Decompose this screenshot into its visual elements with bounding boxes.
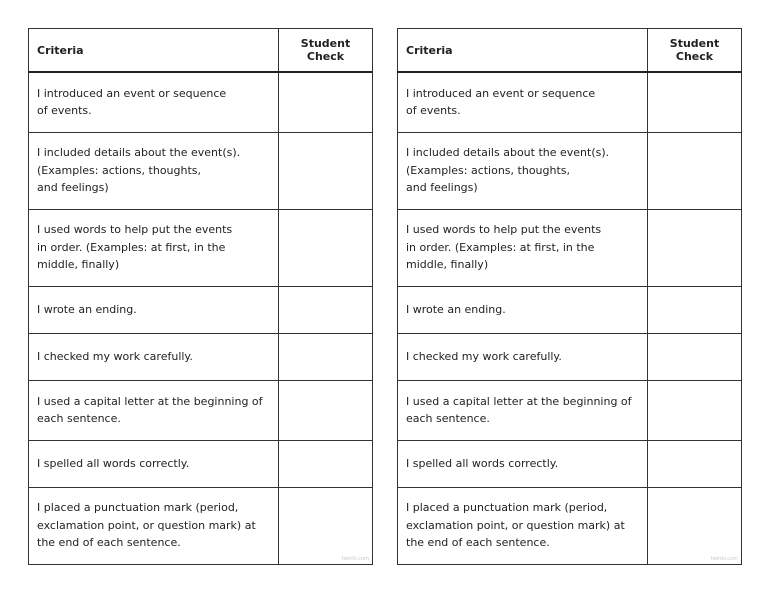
- criteria-header: Criteria: [398, 29, 648, 73]
- criterion-text: I introduced an event or sequence of events.: [398, 72, 648, 132]
- criterion-text: I checked my work carefully.: [29, 333, 279, 380]
- student-check-cell[interactable]: [648, 333, 742, 380]
- table-row: [398, 487, 742, 564]
- student-check-cell[interactable]: [648, 440, 742, 487]
- criterion-text: I checked my work carefully.: [398, 333, 648, 380]
- student-check-cell[interactable]: [279, 440, 373, 487]
- table-header-row: [398, 29, 742, 73]
- criterion-text: I spelled all words correctly.: [29, 440, 279, 487]
- table-row: [29, 286, 373, 333]
- criterion-text: I placed a punctuation mark (period, exclamation point, or question mark) at the end of each sentence.: [29, 487, 279, 564]
- watermark: twinkl.com: [341, 555, 369, 562]
- student-check-cell[interactable]: [279, 209, 373, 286]
- criterion-text: I included details about the event(s). (Examples: actions, thoughts, and feelings): [29, 132, 279, 209]
- criterion-text: I spelled all words correctly.: [398, 440, 648, 487]
- table-row: [29, 487, 373, 564]
- student-check-cell[interactable]: [279, 72, 373, 132]
- table-row: [29, 72, 373, 132]
- table-header-row: [29, 29, 373, 73]
- table-row: [398, 440, 742, 487]
- student-check-header: Student Check: [648, 29, 742, 73]
- criterion-text: I placed a punctuation mark (period, exclamation point, or question mark) at the end of each sentence.: [398, 487, 648, 564]
- student-check-header: Student Check: [279, 29, 373, 73]
- criterion-text: I wrote an ending.: [398, 286, 648, 333]
- table-row: [398, 72, 742, 132]
- watermark: twinkl.com: [710, 555, 738, 562]
- student-check-cell[interactable]: [279, 380, 373, 440]
- student-check-cell[interactable]: [279, 286, 373, 333]
- student-check-cell[interactable]: [648, 132, 742, 209]
- criterion-text: I used a capital letter at the beginning of each sentence.: [398, 380, 648, 440]
- table-row: [29, 132, 373, 209]
- criterion-text: I used a capital letter at the beginning of each sentence.: [29, 380, 279, 440]
- table-row: [398, 209, 742, 286]
- student-check-cell[interactable]: [279, 132, 373, 209]
- student-check-cell[interactable]: [648, 286, 742, 333]
- table-row: [29, 380, 373, 440]
- table-row: [398, 380, 742, 440]
- criterion-text: I introduced an event or sequence of events.: [29, 72, 279, 132]
- criterion-text: I used words to help put the events in order. (Examples: at first, in the middle, finally): [398, 209, 648, 286]
- table-row: [29, 333, 373, 380]
- criterion-text: I wrote an ending.: [29, 286, 279, 333]
- checklist-table-right: [397, 28, 742, 565]
- student-check-cell[interactable]: [279, 333, 373, 380]
- student-check-cell[interactable]: [648, 72, 742, 132]
- criteria-header: Criteria: [29, 29, 279, 73]
- table-row: [398, 132, 742, 209]
- criterion-text: I included details about the event(s). (Examples: actions, thoughts, and feelings): [398, 132, 648, 209]
- table-row: [398, 333, 742, 380]
- table-row: [398, 286, 742, 333]
- table-row: [29, 209, 373, 286]
- criterion-text: I used words to help put the events in order. (Examples: at first, in the middle, finally): [29, 209, 279, 286]
- student-check-cell[interactable]: [648, 380, 742, 440]
- table-row: [29, 440, 373, 487]
- student-check-cell[interactable]: [648, 209, 742, 286]
- checklist-table-left: [28, 28, 373, 565]
- student-check-cell[interactable]: [648, 487, 742, 564]
- student-check-cell[interactable]: [279, 487, 373, 564]
